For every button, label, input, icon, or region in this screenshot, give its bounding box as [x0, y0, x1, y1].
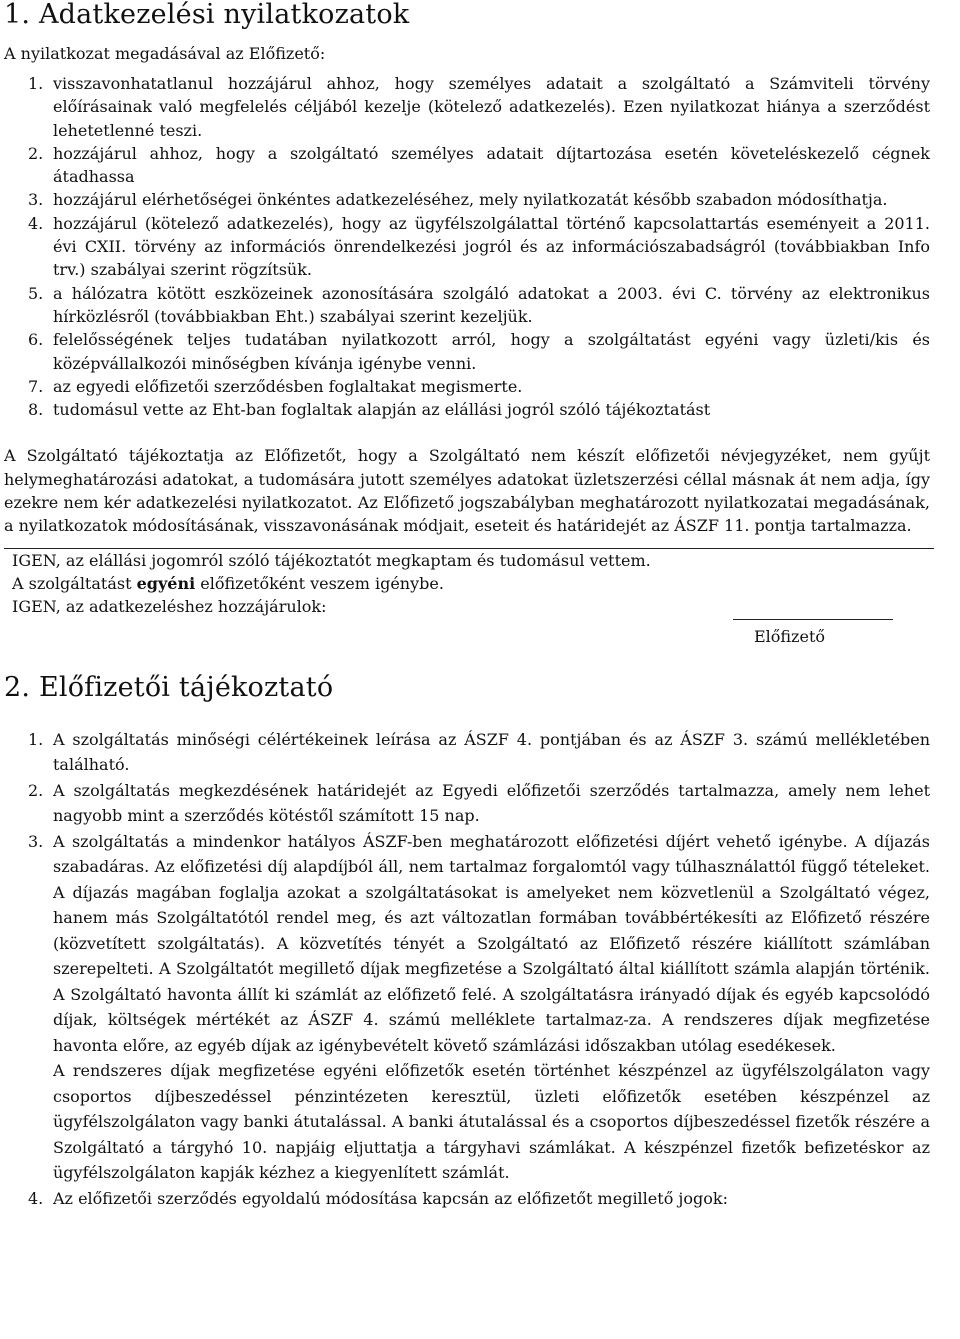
section-2-heading: 2. Előfizetői tájékoztató	[4, 671, 334, 703]
info-item: 3. A szolgáltatás a mindenkor hatályos ÁSZF-ben meghatározott előfizetési díjért vehető igénybe. A díjazás szabadáras. Az előfizetési díj alapdíjból áll, nem tartalmaz forgalomtól vagy túlhasználattól függő tételeket. A díjazás magában foglalja azokat a szolgáltatásokat is amelyeket nem közvetlenül a Szolgáltató végez, hanem más Szolgáltatótól rendel meg, és azt változatlan formában továbbértékesíti az Előfizető részére (közvetített szolgáltatás). A közvetítés tényét a Szolgáltató az Előfizető részére kiállított számlában szerepelteti. A Szolgáltatót megillető díjak megfizetése a Szolgáltató által kiállított számla alapján történik. A Szolgáltató havonta állít ki számlát az előfizető felé. A szolgáltatásra irányadó díjak és egyéb kapcsolódó díjak, költségek mértékét az ÁSZF 4. számú melléklete tartalmaz-za. A rendszeres díjak megfizetése havonta előre, az egyéb díjak az igénybevételt követő számlázási időszakban utólag esedékesek. A rendszeres díjak megfizetése egyéni előfizetők esetén történhet készpénzel az ügyfélszolgálaton vagy csoportos díjbeszedéssel pénzintézeten keresztül, üzleti előfizetők esetében készpénzel az ügyfélszolgálaton vagy banki átutalással. A banki átutalással és a csoportos díjbeszedéssel fizetők részére a Szolgáltató a tárgyhó 10. napjáig eljuttatja a tárgyhavi számlákat. A készpénzel fizetők befizetéskor az ügyfélszolgálaton kapják kézhez a kiegyenlített számlát.	[28, 831, 930, 1183]
data-policy-paragraph: A Szolgáltató tájékoztatja az Előfizetőt, hogy a Szolgáltató nem készít előfizetői névjegyzéket, nem gyűjt helymeghatározási adatokat, a tudomására jutott személyes adatokat üzletszerzési céllal másnak át nem adja, így ezekre nem kér adatkezelési nyilatkozatot. Az Előfizető jogszabályban meghatározott nyilatkozatai megadásának, a nyilatkozatok módosításának, visszavonásának módjait, eseteit és határidejét az ÁSZF 11. pontja tartalmazza.	[4, 446, 930, 536]
declaration-list	[4, 72, 930, 421]
declaration-item: 2. hozzájárul ahhoz, hogy a szolgáltató személyes adatait díjtartozása esetén követeléskezelő cégnek átadhassa	[28, 143, 930, 187]
signature-label: Előfizető	[753, 626, 825, 646]
signature-line	[733, 619, 893, 620]
declaration-item: 8. tudomásul vette az Eht-ban foglaltak alapján az elállási jogról szóló tájékoztatást	[28, 400, 711, 420]
info-item: 2. A szolgáltatás megkezdésének határidejét az Egyedi előfizetői szerződés tartalmazza, amely nem lehet nagyobb mint a szerződés kötéstől számított 15 nap.	[28, 780, 930, 826]
info-item: 1. A szolgáltatás minőségi célértékeinek leírása az ÁSZF 4. pontjában és az ÁSZF 3. számú mellékletében található.	[28, 729, 930, 775]
declaration-item: 5. a hálózatra kötött eszközeinek azonosítására szolgáló adatokat a 2003. évi C. törvény az elektronikus hírközlésről (továbbiakban Eht.) szabályai szerint kezeljük.	[28, 283, 930, 326]
declaration-item: 1. visszavonhatatlanul hozzájárul ahhoz, hogy személyes adatait a szolgáltató a Számviteli törvény előírásainak való megfelelés céljából kezelje (kötelező adatkezelés). Ezen nyilatkozat hiánya a szerződést lehetetlenné teszi.	[28, 74, 930, 140]
consent-individual-line: A szolgáltatást egyéni előfizetőként veszem igénybe.	[12, 573, 444, 593]
declaration-item: 3. hozzájárul elérhetőségei önkéntes adatkezeléséhez, mely nyilatkozatát később szabadon módosíthatja.	[28, 190, 888, 210]
individual-emphasis: egyéni	[136, 573, 196, 593]
consent-withdrawal-line: IGEN, az elállási jogomról szóló tájékoztatót megkaptam és tudomásul vettem.	[12, 550, 651, 570]
section-1-intro: A nyilatkozat megadásával az Előfizető:	[4, 44, 326, 63]
info-list	[4, 727, 930, 1212]
consent-data-line: IGEN, az adatkezeléshez hozzájárulok:	[12, 597, 327, 617]
declaration-item: 4. hozzájárul (kötelező adatkezelés), hogy az ügyfélszolgálattal történő kapcsolattartás eseményeit a 2011. évi CXII. törvény az információs önrendelkezési jogról és az információszabadságról (továbbiakban Info trv.) szabályai szerint rögzítsük.	[28, 213, 930, 280]
declaration-item: 7. az egyedi előfizetői szerződésben foglaltakat megismerte.	[28, 376, 523, 396]
signature-area	[4, 619, 930, 667]
declaration-item: 6. felelősségének teljes tudatában nyilatkozott arról, hogy a szolgáltatást egyéni vagy üzleti/kis és középvállalkozói minőségben kívánja igénybe venni.	[28, 330, 930, 373]
section-1-heading: 1. Adatkezelési nyilatkozatok	[4, 0, 410, 30]
info-item: 4. Az előfizetői szerződés egyoldalú módosítása kapcsán az előfizetőt megillető jogok:	[28, 1188, 728, 1208]
